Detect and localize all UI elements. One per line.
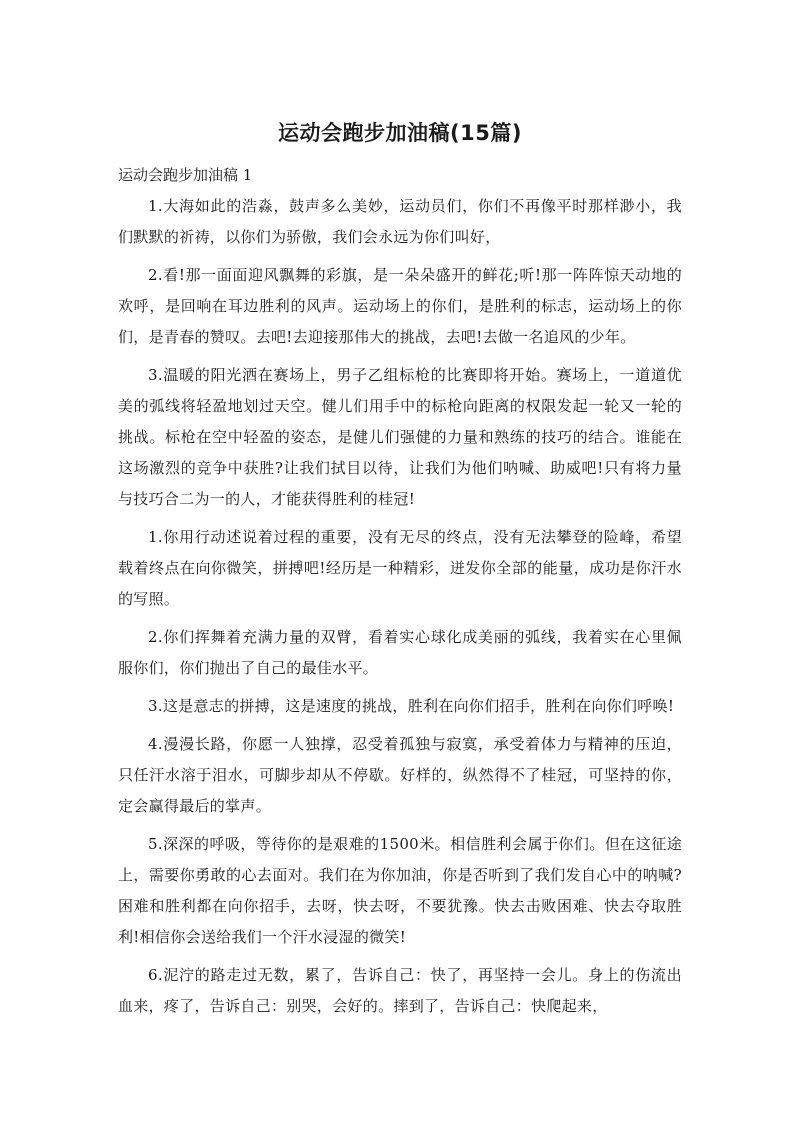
paragraph: 2.你们挥舞着充满力量的双臂，看着实心球化成美丽的弧线，我着实在心里佩服你们，你们抛出了自己的最佳水平。 [118, 628, 682, 677]
paragraph: 5.深深的呼吸，等待你的是艰难的1500米。相信胜利会属于你们。但在这征途上，需要你勇敢的心去面对。我们在为你加油，你是否听到了我们发自心中的呐喊?困难和胜利都在向你招手，去呀，快去呀，不要犹豫。快去击败困难、快去夺取胜利!相信你会送给我们一个汗水浸湿的微笑! [118, 835, 682, 946]
paragraph: 1.大海如此的浩淼，鼓声多么美妙，运动员们，你们不再像平时那样渺小，我们默默的祈祷，以你们为骄傲，我们会永远为你们叫好， [118, 197, 682, 246]
document-title: 运动会跑步加油稿(15篇) [278, 121, 522, 145]
section-title: 运动会跑步加油稿 1 [118, 166, 253, 184]
paragraph: 3.这是意志的拼搏，这是速度的挑战，胜利在向你们招手，胜利在向你们呼唤! [148, 697, 675, 715]
paragraph: 4.漫漫长路，你愿一人独撑，忍受着孤独与寂寞，承受着体力与精神的压迫，只任汗水溶于泪水，可脚步却从不停歇。好样的，纵然得不了桂冠，可坚持的你，定会赢得最后的掌声。 [118, 735, 682, 815]
paragraph: 1.你用行动述说着过程的重要，没有无尽的终点，没有无法攀登的险峰，希望载着终点在向你微笑，拼搏吧!经历是一种精彩，迸发你全部的能量，成功是你汗水的写照。 [118, 528, 682, 608]
paragraph: 6.泥泞的路走过无数，累了，告诉自己：快了，再坚持一会儿。身上的伤流出血来，疼了，告诉自己：别哭，会好的。摔到了，告诉自己：快爬起来， [118, 966, 682, 1015]
paragraph: 3.温暖的阳光洒在赛场上，男子乙组标枪的比赛即将开始。赛场上，一道道优美的弧线将轻盈地划过天空。健儿们用手中的标枪向距离的权限发起一轮又一轮的挑战。标枪在空中轻盈的姿态，是健儿们强健的力量和熟练的技巧的结合。谁能在这场激烈的竞争中获胜?让我们拭目以待，让我们为他们呐喊、助威吧!只有将力量与技巧合二为一的人，才能获得胜利的桂冠! [118, 366, 682, 508]
paragraph: 2.看!那一面面迎风飘舞的彩旗，是一朵朵盛开的鲜花;听!那一阵阵惊天动地的欢呼，是回响在耳边胜利的风声。运动场上的你们，是胜利的标志，运动场上的你们，是青春的赞叹。去吧!去迎接那伟大的挑战，去吧!去做一名追风的少年。 [118, 266, 682, 346]
